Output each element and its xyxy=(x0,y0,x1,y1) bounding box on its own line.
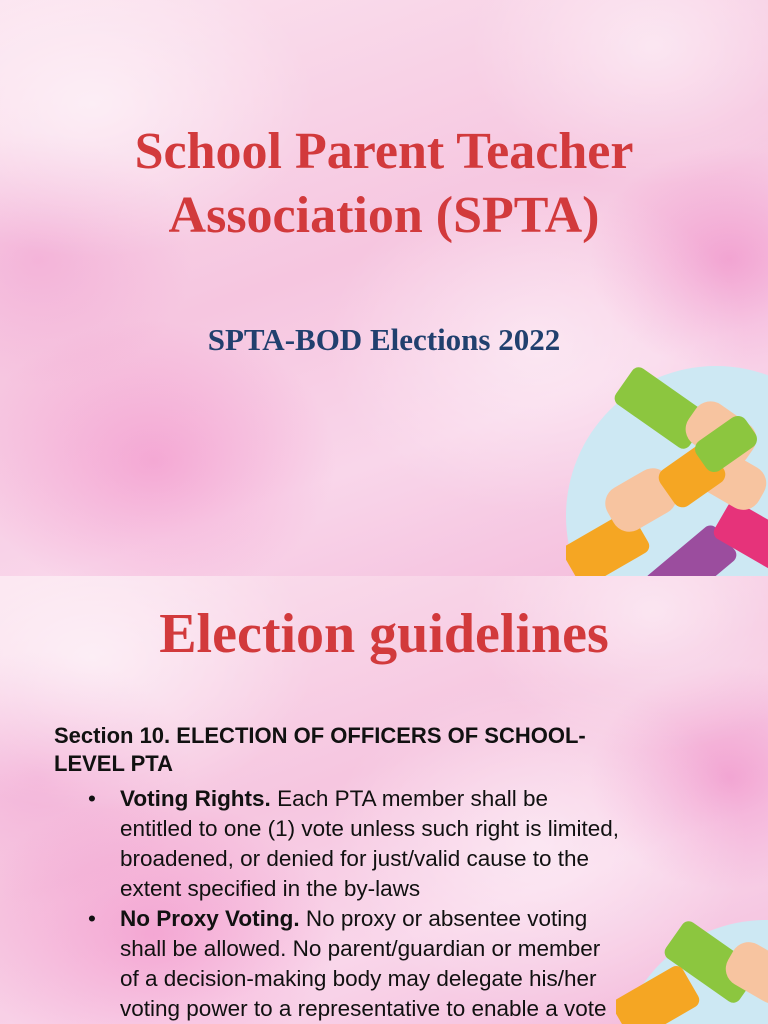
guidelines-list xyxy=(88,784,678,1024)
bullet-text-line: of a decision-making body may delegate his/her xyxy=(120,966,597,991)
title-line-2: Association (SPTA) xyxy=(168,187,600,244)
section-heading xyxy=(54,722,694,778)
section-heading-line-2: LEVEL PTA xyxy=(54,751,173,776)
bullet-text-line: Each PTA member shall be xyxy=(270,786,549,811)
clasped-hands-unity-icon xyxy=(566,366,768,576)
title-line-1: School Parent Teacher xyxy=(134,123,634,180)
hands-drawing xyxy=(616,920,768,1024)
bullet-text-line: entitled to one (1) vote unless such right is limited, xyxy=(120,816,619,841)
bullet-term: Voting Rights. xyxy=(120,786,271,811)
bullet-icon: • xyxy=(88,786,96,811)
list-item-no-proxy-voting xyxy=(88,904,678,1024)
bullet-text-line: voting power to a representative to enable a vote xyxy=(120,996,607,1021)
bullet-term: No Proxy Voting. xyxy=(120,906,300,931)
clasped-hands-unity-icon xyxy=(616,920,768,1024)
bullet-text-line: extent specified in the by-laws xyxy=(120,876,421,901)
bullet-text-line: No proxy or absentee voting xyxy=(299,906,588,931)
slide-guidelines xyxy=(0,576,768,1024)
hands-drawing xyxy=(566,366,768,576)
slide-subtitle: SPTA-BOD Elections 2022 xyxy=(207,322,561,357)
bullet-icon: • xyxy=(88,906,96,931)
guidelines-heading: Election guidelines xyxy=(159,603,609,665)
bullet-text-line: broadened, or denied for just/valid cause to the xyxy=(120,846,590,871)
list-item-voting-rights xyxy=(88,784,678,904)
section-heading-line-1: Section 10. ELECTION OF OFFICERS OF SCHOOL- xyxy=(54,723,586,748)
slide-title-heading xyxy=(0,120,768,248)
bullet-text-line: shall be allowed. No parent/guardian or member xyxy=(120,936,601,961)
